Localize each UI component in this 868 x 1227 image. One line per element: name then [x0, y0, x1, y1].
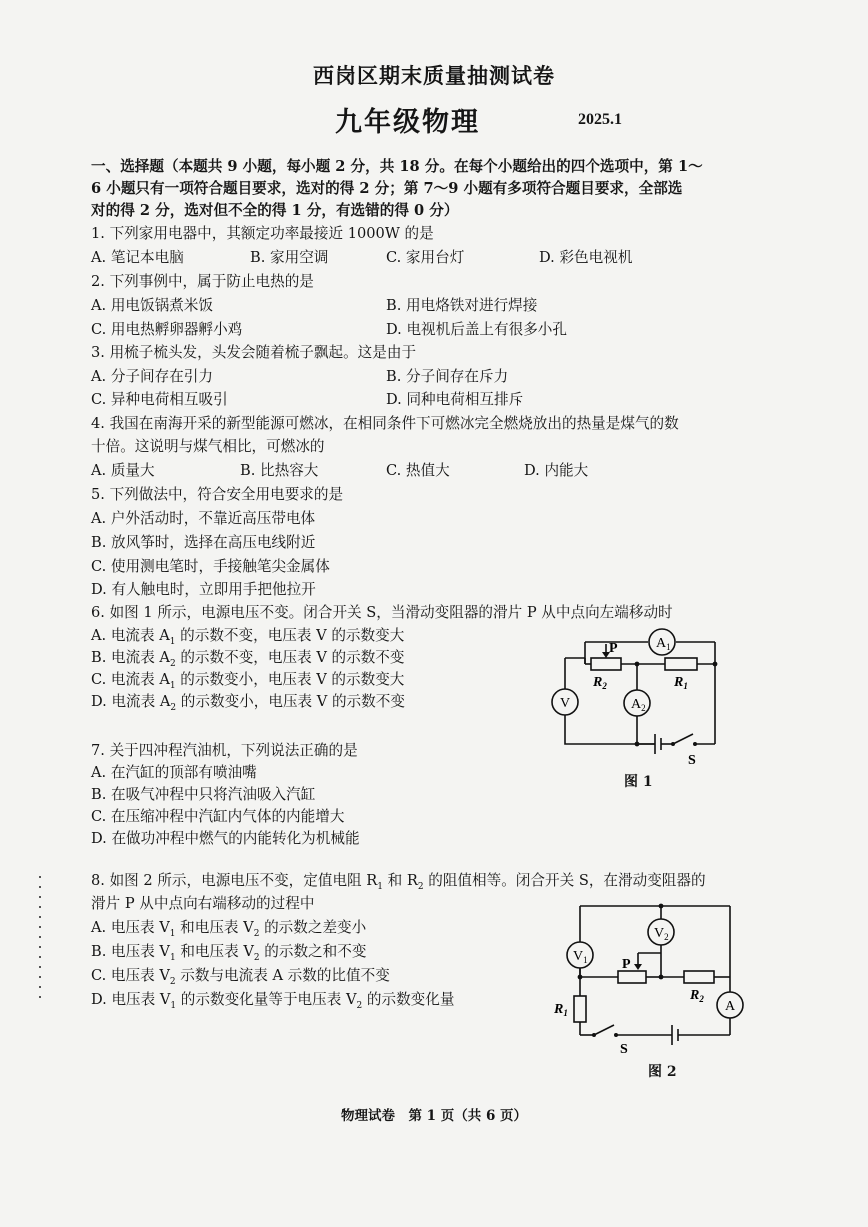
figure-2-circuit [550, 900, 750, 1060]
q2-option-d: D. 电视机后盖上有很多小孔 [386, 321, 567, 338]
q5-option-a: A. 户外活动时，不靠近高压带电体 [91, 510, 316, 527]
figure-1-caption: 图 1 [624, 774, 653, 790]
q5-option-d: D. 有人触电时，立即用手把他拉开 [91, 581, 316, 598]
q3-stem: 3. 用梳子梳头发，头发会随着梳子飘起。这是由于 [91, 344, 417, 361]
q4-option-d: D. 内能大 [524, 462, 589, 479]
q2-option-a: A. 用电饭锅煮米饭 [91, 297, 213, 314]
q4-option-b: B. 比热容大 [240, 462, 319, 479]
q7-stem: 7. 关于四冲程汽油机，下列说法正确的是 [91, 742, 358, 759]
q7-option-d: D. 在做功冲程中燃气的内能转化为机械能 [91, 830, 360, 847]
fig1-switch-label: S [688, 753, 696, 768]
fig1-voltmeter-label: V [560, 696, 571, 711]
q4-stem-line-2: 十倍。这说明与煤气相比，可燃冰的 [91, 438, 325, 455]
q5-stem: 5. 下列做法中，符合安全用电要求的是 [91, 486, 344, 503]
fig1-slider-label: P [609, 641, 618, 656]
q3-option-b: B. 分子间存在斥力 [386, 368, 509, 385]
fig2-switch-label: S [620, 1042, 628, 1057]
fig1-r1-label: $R_1$ [674, 675, 688, 691]
fig1-ammeter-a1-label: $A_1$ [656, 636, 671, 652]
q6-option-b: B. 电流表 $A_2$ 的示数不变，电压表 V 的示数不变 [91, 649, 405, 669]
fig2-ammeter-label: A [725, 999, 736, 1014]
exam-date: 2025.1 [578, 111, 622, 128]
q6-option-a: A. 电流表 $A_1$ 的示数不变，电压表 V 的示数变大 [91, 627, 405, 647]
q4-option-c: C. 热值大 [386, 462, 450, 479]
fig1-ammeter-a2-label: $A_2$ [631, 697, 646, 713]
binding-margin-dots [39, 876, 42, 1006]
q2-option-b: B. 用电烙铁对进行焊接 [386, 297, 538, 314]
q2-option-c: C. 用电热孵卵器孵小鸡 [91, 321, 243, 338]
q4-stem-line-1: 4. 我国在南海开采的新型能源可燃冰，在相同条件下可燃冰完全燃烧放出的热量是煤气的数 [91, 415, 679, 432]
page-footer: 物理试卷 第 1 页（共 6 页） [340, 1108, 528, 1124]
subject-title: 九年级物理 [335, 107, 480, 138]
q5-option-b: B. 放风筝时，选择在高压电线附近 [91, 534, 316, 551]
q1-option-a: A. 笔记本电脑 [91, 249, 184, 266]
q2-stem: 2. 下列事例中，属于防止电热的是 [91, 273, 314, 290]
q6-option-c: C. 电流表 $A_1$ 的示数变小，电压表 V 的示数变大 [91, 671, 405, 691]
q6-stem: 6. 如图 1 所示，电源电压不变。闭合开关 S，当滑动变阻器的滑片 P 从中点向左端移动时 [91, 604, 673, 621]
q1-stem: 1. 下列家用电器中，其额定功率最接近 1000W 的是 [91, 225, 434, 242]
q1-option-d: D. 彩色电视机 [539, 249, 633, 266]
fig2-voltmeter-v1-label: $V_1$ [573, 949, 588, 965]
q8-option-d: D. 电压表 $V_1$ 的示数变化量等于电压表 $V_2$ 的示数变化量 [91, 991, 455, 1011]
q8-option-a: A. 电压表 $V_1$ 和电压表 $V_2$ 的示数之差变小 [91, 919, 367, 939]
q4-option-a: A. 质量大 [91, 462, 155, 479]
fig1-r2-label: $R_2$ [593, 675, 607, 691]
q7-option-a: A. 在汽缸的顶部有喷油嘴 [91, 764, 257, 781]
section-intro-line-2: 6 小题只有一项符合题目要求，选对的得 2 分；第 7～9 小题有多项符合题目要求，全部选 [91, 180, 683, 197]
q3-option-c: C. 异种电荷相互吸引 [91, 391, 228, 408]
q1-option-c: C. 家用台灯 [386, 249, 465, 266]
q5-option-c: C. 使用测电笔时，手接触笔尖金属体 [91, 558, 330, 575]
section-intro-line-1: 一、选择题（本题共 9 小题，每小题 2 分，共 18 分。在每个小题给出的四个选项中，第 1～ [91, 158, 703, 175]
q8-option-b: B. 电压表 $V_1$ 和电压表 $V_2$ 的示数之和不变 [91, 943, 367, 963]
q8-option-c: C. 电压表 $V_2$ 示数与电流表 A 示数的比值不变 [91, 967, 390, 987]
q7-option-b: B. 在吸气冲程中只将汽油吸入汽缸 [91, 786, 316, 803]
figure-1-circuit [545, 622, 725, 772]
q3-option-a: A. 分子间存在引力 [91, 368, 213, 385]
section-intro-line-3: 对的得 2 分，选对但不全的得 1 分，有选错的得 0 分） [91, 202, 459, 219]
q6-option-d: D. 电流表 $A_2$ 的示数变小，电压表 V 的示数不变 [91, 693, 405, 713]
fig2-r1-label: $R_1$ [554, 1002, 568, 1018]
fig2-slider-label: P [622, 957, 631, 972]
q1-option-b: B. 家用空调 [250, 249, 329, 266]
exam-title: 西岗区期末质量抽测试卷 [313, 63, 555, 88]
q3-option-d: D. 同种电荷相互排斥 [386, 391, 524, 408]
q7-option-c: C. 在压缩冲程中汽缸内气体的内能增大 [91, 808, 345, 825]
fig2-r2-label: $R_2$ [690, 988, 704, 1004]
fig2-voltmeter-v2-label: $V_2$ [654, 926, 669, 942]
figure-2-caption: 图 2 [648, 1064, 677, 1080]
q8-stem-line-2: 滑片 P 从中点向右端移动的过程中 [91, 895, 315, 912]
q8-stem-line-1: 8. 如图 2 所示，电源电压不变，定值电阻 $R_1$ 和 $R_2$ 的阻值相等。闭合开关 S，在滑动变阻器的 [91, 872, 706, 892]
